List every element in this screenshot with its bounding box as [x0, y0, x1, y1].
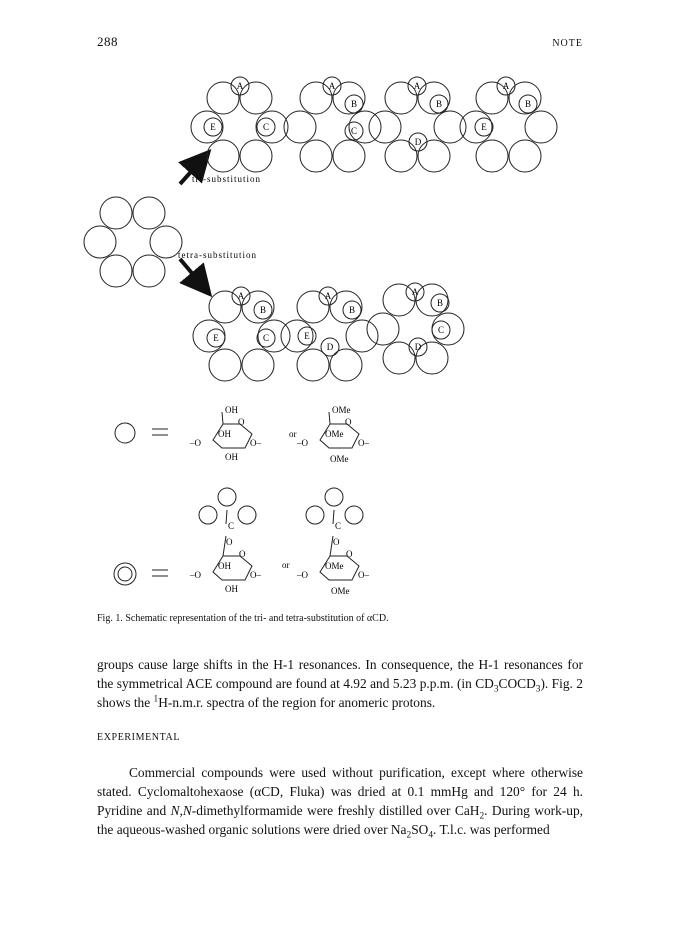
svg-text:OH: OH [225, 452, 238, 462]
svg-text:OH: OH [218, 429, 231, 439]
svg-text:OH: OH [225, 405, 238, 415]
running-title: NOTE [552, 38, 583, 49]
base-ring [84, 197, 182, 287]
svg-text:O–: O– [250, 570, 261, 580]
svg-text:O: O [239, 549, 246, 559]
svg-text:D: D [414, 137, 422, 147]
svg-text:or: or [282, 560, 290, 570]
svg-text:OMe: OMe [325, 561, 344, 571]
svg-text:–O: –O [190, 570, 201, 580]
svg-text:O–: O– [250, 438, 261, 448]
paragraph-experimental: Commercial compounds were used without purification, except where otherwise stated. Cyclomaltohexaose (αCD, Fluka) was dried at 0.1 mmHg and 120° for 24 h. Pyridine and N,N-dimethylformamide were freshly distilled over CaH$_2$. During work-up, the aqueous-washed organic solutions were dried over $Na_2SO_4$. T.l.c. was performed [97, 765, 584, 841]
svg-text:B: B [348, 305, 356, 315]
svg-text:B: B [436, 298, 444, 308]
svg-text:A: A [411, 287, 419, 297]
svg-text:D: D [414, 342, 422, 352]
svg-text:B: B [259, 305, 267, 315]
tri-label: tri-substitution [192, 174, 262, 184]
svg-text:–O: –O [190, 438, 201, 448]
section-heading: EXPERIMENTAL [97, 732, 181, 743]
page-number: 288 [97, 34, 118, 49]
svg-text:D: D [326, 342, 334, 352]
svg-text:A: A [413, 81, 421, 91]
svg-text:OMe: OMe [325, 429, 344, 439]
svg-text:–O: –O [297, 570, 308, 580]
svg-text:O–: O– [358, 570, 369, 580]
svg-text:E: E [213, 333, 219, 343]
svg-text:E: E [481, 122, 487, 132]
svg-text:C: C [228, 521, 235, 531]
svg-text:A: A [502, 81, 510, 91]
tetra-label: tetra-substitution [178, 250, 257, 260]
svg-text:O–: O– [358, 438, 369, 448]
svg-text:A: A [236, 81, 244, 91]
svg-text:B: B [524, 99, 532, 109]
svg-text:O: O [238, 417, 245, 427]
svg-text:A: A [328, 81, 336, 91]
svg-text:OH: OH [225, 584, 238, 594]
svg-text:C: C [437, 325, 445, 335]
svg-text:C: C [350, 126, 358, 136]
svg-text:A: A [237, 291, 245, 301]
svg-text:A: A [324, 291, 332, 301]
svg-text:O: O [226, 537, 233, 547]
svg-text:OMe: OMe [332, 405, 351, 415]
svg-text:E: E [304, 331, 310, 341]
svg-text:O: O [346, 549, 353, 559]
svg-text:or: or [289, 429, 297, 439]
svg-text:OMe: OMe [330, 454, 349, 464]
svg-text:O: O [333, 537, 340, 547]
svg-text:–O: –O [297, 438, 308, 448]
svg-text:B: B [435, 99, 443, 109]
svg-text:O: O [345, 417, 352, 427]
svg-text:E: E [210, 122, 216, 132]
svg-text:C: C [262, 122, 270, 132]
svg-text:OH: OH [218, 561, 231, 571]
figure-caption: Fig. 1. Schematic representation of the tri- and tetra-substitution of αCD. [97, 613, 389, 624]
paragraph-results: groups cause large shifts in the H-1 resonances. In consequence, the H-1 resonances for the symmetrical ACE compound are found at 4.92 and 5.23 p.p.m. (in $CD_3COCD_3$). Fig. 2 shows the $^1$H-n.m.r. spectra of the region for anomeric protons. [97, 657, 583, 710]
svg-text:OMe: OMe [331, 586, 350, 596]
svg-text:C: C [262, 333, 270, 343]
svg-text:B: B [350, 99, 358, 109]
svg-text:C: C [335, 521, 342, 531]
